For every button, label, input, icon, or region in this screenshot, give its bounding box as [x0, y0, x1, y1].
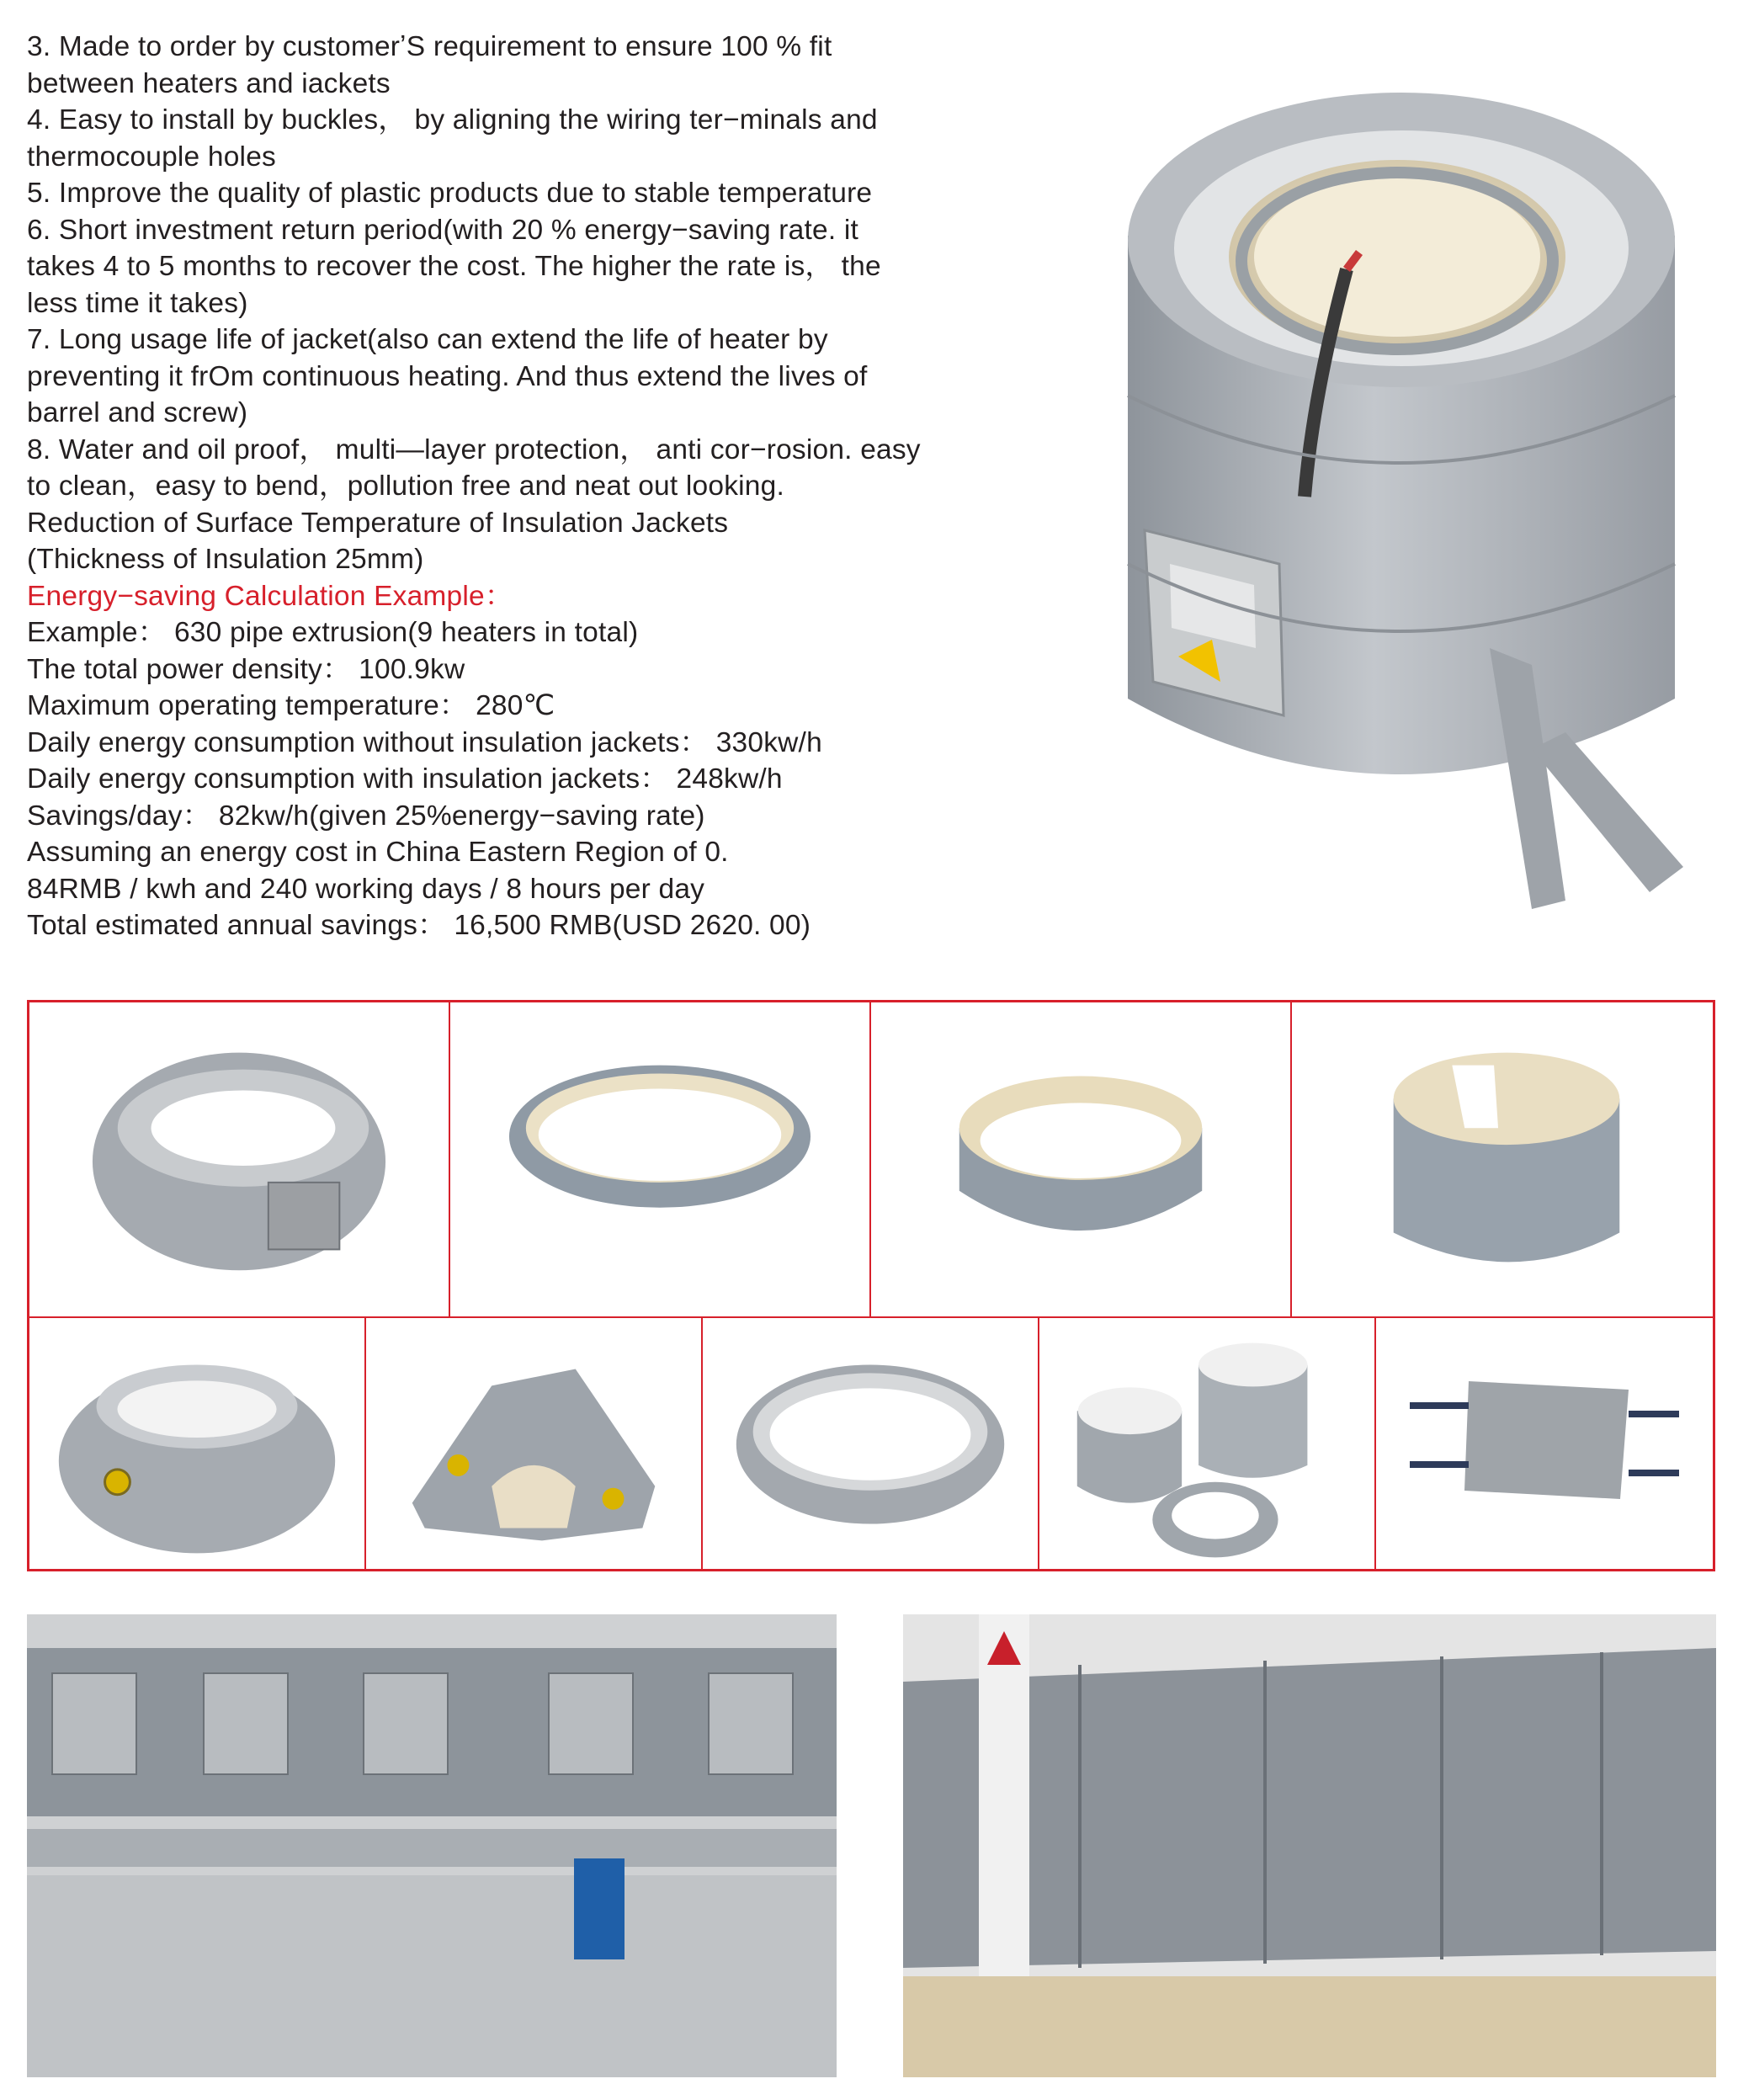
text-line: between heaters and iackets — [27, 67, 391, 99]
calc-line: Assuming an energy cost in China Eastern Region of 0. — [27, 837, 729, 868]
calc-line: The total power density： 100.9kw — [27, 653, 465, 685]
product-cell-band-jacket — [703, 1318, 1039, 1571]
text-line: less time it takes) — [27, 287, 248, 319]
installation-photo-left — [27, 1614, 837, 2077]
text-line: 8. Water and oil proof， multi—layer protection， anti cor−rosion. easy — [27, 433, 921, 465]
text-line: barrel and screw) — [27, 397, 248, 428]
calc-line: Savings/day： 82kw/h(given 25%energy−saving rate) — [27, 800, 705, 832]
product-tee-jacket-photo — [366, 1318, 701, 1571]
text-line: 7. Long usage life of jacket(also can extend the life of heater by — [27, 324, 828, 355]
product-band-jacket-photo — [703, 1318, 1038, 1571]
product-cell-flat-jacket — [1376, 1318, 1715, 1571]
product-flat-jacket-photo — [1376, 1318, 1715, 1571]
text-line: Reduction of Surface Temperature of Insulation Jackets — [27, 507, 729, 539]
calc-line: Daily energy consumption without insulation jackets： 330kw/h — [27, 726, 822, 758]
calc-line: Daily energy consumption with insulation jackets： 248kw/h — [27, 763, 783, 795]
installation-photo-right — [903, 1614, 1716, 2077]
product-jacket-with-box-photo — [29, 1002, 449, 1316]
hero-jacket-photo — [1094, 59, 1700, 934]
product-cell-barrel-jacket — [29, 1318, 366, 1571]
text-line: 4. Easy to install by buckles， by aligning the wiring ter−minals and — [27, 104, 878, 136]
text-line: 6. Short investment return period(with 20 % energy−saving rate. it — [27, 214, 858, 246]
product-barrel-jacket-photo — [29, 1318, 364, 1571]
product-cell-ring-thin — [450, 1002, 871, 1318]
product-jacket-set-photo — [1039, 1318, 1374, 1571]
calc-heading: Energy−saving Calculation Example： — [27, 580, 513, 612]
product-open-jacket-photo — [1292, 1002, 1715, 1316]
text-line: 3. Made to order by customerʼS requirement to ensure 100 % fit — [27, 31, 832, 62]
text-line: to clean，easy to bend，pollution free and neat out looking. — [27, 471, 784, 502]
text-line: preventing it frOm continuous heating. And thus extend the lives of — [27, 360, 868, 392]
calc-line: Example： 630 pipe extrusion(9 heaters in total) — [27, 617, 639, 648]
text-line: takes 4 to 5 months to recover the cost. The higher the rate is， the — [27, 251, 881, 282]
calc-line: Total estimated annual savings： 16,500 RMB(USD 2620. 00) — [27, 910, 811, 941]
product-ring-thin-photo — [450, 1002, 869, 1316]
text-line: 5. Improve the quality of plastic products due to stable temperature — [27, 178, 873, 209]
product-grid — [27, 1000, 1715, 1571]
product-cell-jacket-set — [1039, 1318, 1376, 1571]
product-cell-jacket-with-box — [29, 1002, 450, 1318]
product-ring-wide-photo — [871, 1002, 1290, 1316]
text-line: thermocouple holes — [27, 141, 276, 173]
calc-line: 84RMB / kwh and 240 working days / 8 hours per day — [27, 873, 705, 905]
product-cell-ring-wide — [871, 1002, 1292, 1318]
description-text — [27, 29, 1062, 944]
text-line: (Thickness of Insulation 25mm) — [27, 544, 424, 575]
product-cell-open-jacket — [1292, 1002, 1715, 1318]
calc-line: Maximum operating temperature： 280℃ — [27, 690, 555, 721]
product-cell-tee-jacket — [366, 1318, 703, 1571]
